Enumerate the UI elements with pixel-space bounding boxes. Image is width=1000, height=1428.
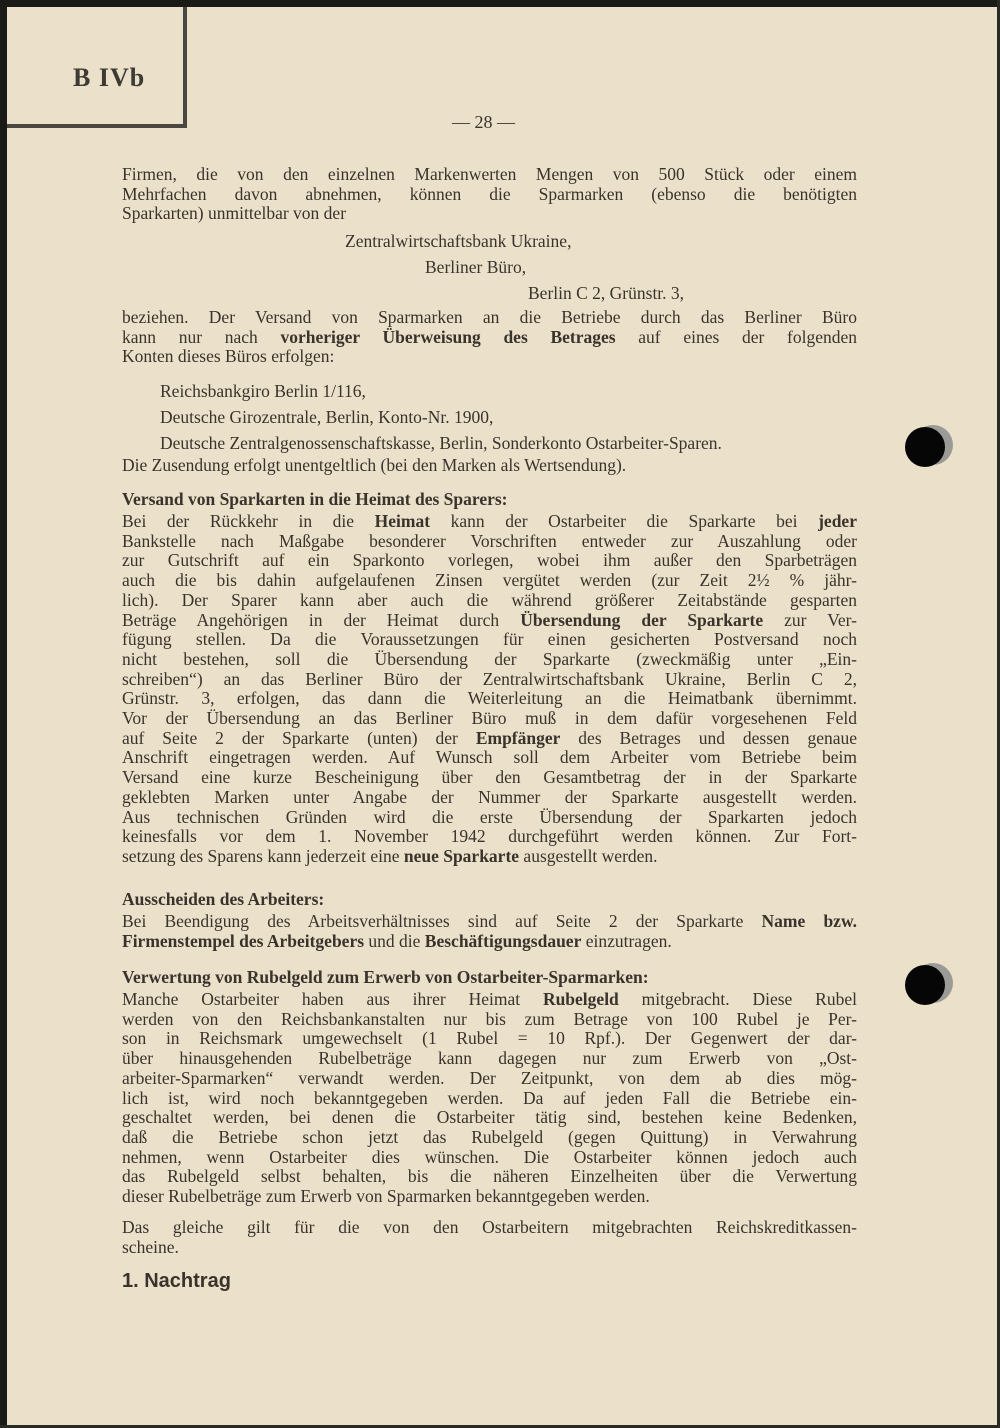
page-number: — 28 —	[452, 112, 515, 132]
punch-hole-icon	[905, 427, 945, 467]
text-line: schreiben“) an das Berliner Büro der Zentralwirtschaftsbank Ukraine, Berlin C 2,	[122, 668, 857, 689]
text-line: werden von den Reichsbankanstalten nur bis zum Betrage von 100 Rubel je Per-	[122, 1008, 857, 1029]
paragraph-firmen	[122, 165, 857, 224]
paragraph-versand	[122, 308, 857, 367]
text-line: Vor der Übersendung an das Berliner Büro muß in dem dafür vorgesehenen Feld	[122, 708, 857, 729]
emphasized-text: Übersendung der Sparkarte	[520, 609, 764, 630]
punch-hole-icon	[905, 965, 945, 1005]
text-line: Aus technischen Gründen wird die erste Übersendung der Sparkarten jedoch	[122, 806, 857, 827]
paragraph-reichskreditkassen	[122, 1218, 857, 1257]
paragraph-rueckkehr	[122, 512, 857, 867]
text-line: geklebten Marken unter Angabe der Nummer der Sparkarte ausgestellt werden.	[122, 786, 857, 807]
paragraph-rubelgeld	[122, 990, 857, 1207]
paragraph-zusendung	[122, 456, 857, 476]
section-label: B IVb	[73, 63, 146, 92]
text-line: daß die Betriebe schon jetzt das Rubelgeld (gegen Quittung) in Verwahrung	[122, 1126, 857, 1147]
scan-edge-top	[0, 0, 1000, 7]
text-line: Grünstr. 3, erfolgen, das dann die Weiterleitung an die Heimatbank übernimmt.	[122, 688, 857, 709]
text-line: zur Gutschrift auf ein Sparkonto vorlegen, wobei ihm außer den Sparbeträgen	[122, 550, 857, 571]
text-line: Anschrift eingetragen werden. Auf Wunsch soll dem Arbeiter vom Betriebe beim	[122, 747, 857, 768]
emphasized-text: Heimat	[374, 511, 431, 531]
address-bank: Zentralwirtschaftsbank Ukraine,	[345, 231, 572, 251]
text-line: Das gleiche gilt für die von den Ostarbeitern mitgebrachten Reichskreditkassen-	[122, 1217, 857, 1237]
text-line: Bankstelle nach Maßgabe besonderer Vorschriften entweder zur Auszahlung oder	[122, 530, 857, 551]
emphasized-text: Firmenstempel des Arbeitgebers	[122, 930, 365, 951]
emphasized-text: Empfänger	[475, 727, 561, 748]
text-line: Konten dieses Büros erfolgen:	[122, 346, 335, 367]
text-line: dieser Rubelbeträge zum Erwerb von Sparmarken bekanntgegeben werden.	[122, 1186, 650, 1207]
text-line: Manche Ostarbeiter haben aus ihrer Heimat Rubelgeld mitgebracht. Diese Rubel	[122, 989, 857, 1009]
text-line: arbeiter-Sparmarken“ verwandt werden. Der Zeitpunkt, von dem ab dies mög-	[122, 1067, 857, 1088]
emphasized-text: Rubelgeld	[542, 989, 619, 1009]
heading-versand-sparkarten: Versand von Sparkarten in die Heimat des Sparers:	[122, 489, 508, 509]
text-line: son in Reichsmark umgewechselt (1 Rubel = 10 Rpf.). Der Gegenwert der dar-	[122, 1028, 857, 1049]
text-line: Firmenstempel des Arbeitgebers und die Beschäftigungsdauer einzutragen.	[122, 930, 672, 951]
text-line: Die Zusendung erfolgt unentgeltlich (bei den Marken als Wertsendung).	[122, 455, 627, 475]
address-office: Berliner Büro,	[425, 257, 527, 277]
text-line: über hinausgehenden Rubelbeträge kann dagegen nur zum Erwerb von „Ost-	[122, 1048, 857, 1069]
account-girozentrale: Deutsche Girozentrale, Berlin, Konto-Nr. 1900,	[160, 407, 494, 427]
emphasized-text: vorheriger Überweisung des Betrages	[280, 326, 616, 347]
text-line: nehmen, wenn Ostarbeiter dies wünschen. Die Ostarbeiter können jedoch auch	[122, 1146, 857, 1167]
text-line: das Rubelgeld selbst behalten, bis die näheren Einzelheiten über die Verwertung	[122, 1166, 857, 1187]
address-street: Berlin C 2, Grünstr. 3,	[528, 283, 685, 303]
emphasized-text: neue Sparkarte	[403, 845, 520, 866]
text-line: Mehrfachen davon abnehmen, können die Sparmarken (ebenso die benötigten	[122, 183, 857, 204]
text-line: kann nur nach vorheriger Überweisung des Betrages auf eines der folgenden	[122, 326, 857, 347]
text-line: nicht bestehen, soll die Übersendung der Sparkarte (zweckmäßig unter „Ein-	[122, 648, 857, 669]
account-reichsbank: Reichsbankgiro Berlin 1/116,	[160, 381, 366, 401]
text-line: lich ist, wird noch bekanntgegeben werden. Da auf jeden Fall die Betriebe ein-	[122, 1087, 857, 1108]
text-line: lich). Der Sparer kann aber auch die während größerer Zeitabstände gesparten	[122, 589, 857, 610]
heading-ausscheiden: Ausscheiden des Arbeiters:	[122, 889, 325, 909]
text-line: Bei Beendigung des Arbeitsverhältnisses sind auf Seite 2 der Sparkarte Name bzw.	[122, 911, 858, 931]
text-line: geschaltet werden, bei denen die Ostarbeiter tätig sind, bestehen keine Bedenken,	[122, 1107, 857, 1128]
text-line: fügung stellen. Da die Voraussetzungen für einen gesicherten Postversand noch	[122, 629, 857, 650]
section-tab-box	[7, 7, 187, 128]
scan-edge-left	[0, 0, 7, 1428]
text-line: keinesfalls vor dem 1. November 1942 durchgeführt werden können. Zur Fort-	[122, 826, 857, 847]
paragraph-beendigung	[122, 912, 857, 951]
text-line: auch die bis dahin aufgelaufenen Zinsen vergütet werden (zur Zeit 2½ % jähr-	[122, 570, 857, 591]
text-line: beziehen. Der Versand von Sparmarken an die Betriebe durch das Berliner Büro	[122, 307, 857, 327]
emphasized-text: Beschäftigungsdauer	[424, 930, 582, 951]
emphasized-text: jeder	[818, 511, 857, 531]
text-line: Versand eine kurze Bescheinigung über den Gesamtbetrag der in der Sparkarte	[122, 767, 857, 788]
text-line: setzung des Sparens kann jederzeit eine neue Sparkarte ausgestellt werden.	[122, 845, 658, 866]
text-line: Beträge Angehörigen in der Heimat durch Übersendung der Sparkarte zur Ver-	[122, 609, 857, 630]
text-line: scheine.	[122, 1236, 179, 1257]
heading-rubelgeld: Verwertung von Rubelgeld zum Erwerb von Ostarbeiter-Sparmarken:	[122, 967, 649, 987]
footer-heading-nachtrag: 1. Nachtrag	[122, 1270, 231, 1292]
text-line: Firmen, die von den einzelnen Markenwerten Mengen von 500 Stück oder einem	[122, 164, 857, 184]
text-line: Sparkarten) unmittelbar von der	[122, 203, 347, 224]
emphasized-text: Name bzw.	[761, 911, 858, 931]
account-zentralgenossenschaftskasse: Deutsche Zentralgenossenschaftskasse, Berlin, Sonderkonto Ostarbeiter-Sparen.	[160, 433, 722, 453]
text-line: Bei der Rückkehr in die Heimat kann der Ostarbeiter die Sparkarte bei jeder	[122, 511, 857, 531]
text-line: auf Seite 2 der Sparkarte (unten) der Empfänger des Betrages und dessen genaue	[122, 727, 857, 748]
